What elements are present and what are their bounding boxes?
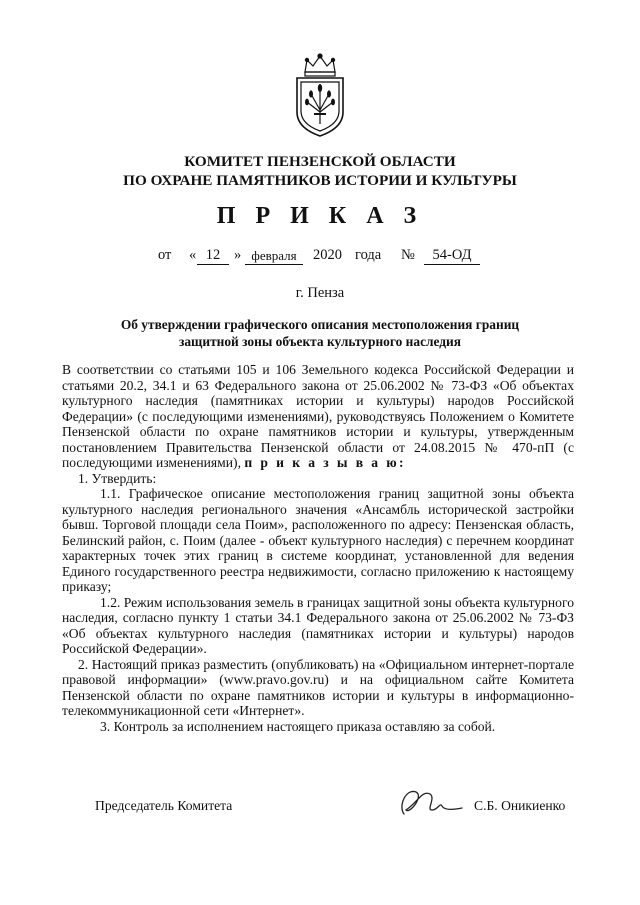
date-year: 2020	[313, 247, 342, 263]
organization-name-line2: ПО ОХРАНЕ ПАМЯТНИКОВ ИСТОРИИ И КУЛЬТУРЫ	[123, 172, 517, 189]
item-1: 1. Утвердить:	[78, 470, 157, 486]
coat-of-arms-icon	[291, 50, 349, 138]
document-type-title: П Р И К А З	[216, 203, 424, 229]
signatory-position: Председатель Комитета	[95, 798, 233, 813]
command-word: п р и к а з ы в а ю:	[244, 455, 406, 470]
date-open-quote: «	[189, 247, 197, 263]
subject-line1: Об утверждении графического описания местоположения границ	[120, 317, 520, 332]
order-number: 54-ОД	[424, 247, 480, 265]
date-close-quote: »	[234, 247, 242, 263]
date-number-line	[0, 247, 640, 269]
intro-paragraph	[62, 362, 574, 471]
intro-text: В соответствии со статьями 105 и 106 Земельного кодекса Российской Федерации и статьями 20.2, 34.1 и 63 Федерального закона от 25.06.2002 № 73-ФЗ «Об объектах культурного наследия (памятниках истории и культуры) народов Российской Федерации» (с последующими изменениями), руководствуясь Положением о Комитете Пензенской области по охране памятников истории и культуры, утвержденным постановлением Правительства Пензенской области от 24.08.2015 № 470-пП (с последующими изменениями),	[62, 362, 574, 470]
order-subject	[0, 316, 640, 350]
date-from-label: от	[158, 247, 172, 263]
item-3: 3. Контроль за исполнением настоящего приказа оставляю за собой.	[100, 718, 496, 734]
date-year-word: года	[355, 247, 382, 263]
subject-line2: защитной зоны объекта культурного наследия	[178, 334, 462, 349]
organization-name-line1: КОМИТЕТ ПЕНЗЕНСКОЙ ОБЛАСТИ	[184, 153, 456, 170]
city-name: г. Пенза	[295, 285, 345, 301]
order-body	[62, 362, 574, 734]
item-2: 2. Настоящий приказ разместить (опубликовать) на «Официальном интернет-портале правовой информации» (www.pravo.gov.ru) и на официальном сайте Комитета Пензенской области по охране памятников истории и культуры в информационно-телекоммуникационной сети «Интернет».	[62, 656, 574, 718]
number-sign: №	[401, 247, 415, 263]
date-month: февраля	[245, 247, 303, 265]
date-day: 12	[197, 247, 229, 265]
signatory-name: С.Б. Оникиенко	[474, 798, 566, 813]
item-1-2: 1.2. Режим использования земель в границах защитной зоны объекта культурного наследия, согласно пункту 1 статьи 34.1 Федерального закона от 25.06.2002 № 73-ФЗ «Об объектах культурного наследия (памятниках истории и культуры) народов Российской Федерации».	[62, 594, 574, 656]
item-1-1: 1.1. Графическое описание местоположения границ защитной зоны объекта культурного наследия регионального значения «Ансамбль исторической застройки бывш. Торговой площади села Поим», расположенного по адресу: Пензенская область, Белинский район, с. Поим (далее - объект культурного наследия) с перечнем координат характерных точек этих границ в системе координат, установленной для ведения Единого государственного реестра недвижимости, согласно приложению к настоящему приказу;	[62, 486, 574, 594]
signature-icon	[396, 780, 466, 824]
